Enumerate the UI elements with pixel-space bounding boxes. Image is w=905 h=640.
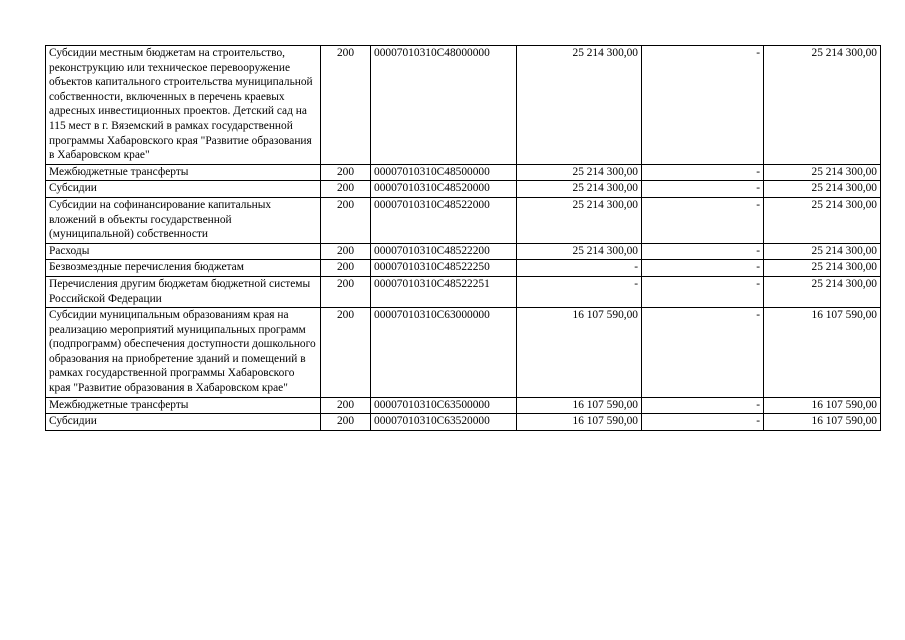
cell-amount-approved: 25 214 300,00 [517, 181, 642, 198]
cell-amount-approved: 16 107 590,00 [517, 397, 642, 414]
table-row [46, 276, 881, 307]
cell-amount-executed: - [642, 397, 764, 414]
cell-expense-name: Субсидии [46, 181, 321, 198]
cell-row-code: 200 [321, 164, 371, 181]
cell-amount-remaining: 16 107 590,00 [764, 397, 881, 414]
cell-classification-code: 00007010310С63520000 [371, 414, 517, 431]
budget-table [45, 45, 881, 431]
cell-amount-remaining: 25 214 300,00 [764, 164, 881, 181]
table-row [46, 181, 881, 198]
cell-amount-executed: - [642, 260, 764, 277]
cell-amount-remaining: 25 214 300,00 [764, 260, 881, 277]
table-row [46, 414, 881, 431]
cell-amount-executed: - [642, 164, 764, 181]
cell-classification-code: 00007010310С63500000 [371, 397, 517, 414]
cell-row-code: 200 [321, 414, 371, 431]
cell-amount-executed: - [642, 181, 764, 198]
cell-classification-code: 00007010310С48520000 [371, 181, 517, 198]
cell-row-code: 200 [321, 46, 371, 165]
cell-classification-code: 00007010310С48000000 [371, 46, 517, 165]
cell-expense-name: Межбюджетные трансферты [46, 164, 321, 181]
cell-amount-executed: - [642, 46, 764, 165]
table-row [46, 397, 881, 414]
cell-row-code: 200 [321, 397, 371, 414]
cell-amount-remaining: 25 214 300,00 [764, 243, 881, 260]
cell-classification-code: 00007010310С48500000 [371, 164, 517, 181]
cell-classification-code: 00007010310С48522250 [371, 260, 517, 277]
cell-expense-name: Субсидии муниципальным образованиям края на реализацию мероприятий муниципальных программ (подпрограмм) обеспечения доступности дошкольного образования на приобретение зданий и помещений в рамках государственной программы Хабаровского края "Развитие образования в Хабаровском крае" [46, 308, 321, 398]
cell-amount-remaining: 16 107 590,00 [764, 414, 881, 431]
cell-amount-remaining: 25 214 300,00 [764, 181, 881, 198]
cell-row-code: 200 [321, 308, 371, 398]
table-row [46, 243, 881, 260]
cell-amount-approved: 25 214 300,00 [517, 164, 642, 181]
cell-expense-name: Субсидии на софинансирование капитальных вложений в объекты государственной (муниципальной) собственности [46, 197, 321, 243]
cell-amount-remaining: 25 214 300,00 [764, 276, 881, 307]
cell-amount-approved: 25 214 300,00 [517, 197, 642, 243]
cell-amount-executed: - [642, 308, 764, 398]
cell-amount-approved: - [517, 276, 642, 307]
document-page [45, 45, 880, 431]
cell-expense-name: Расходы [46, 243, 321, 260]
table-row [46, 164, 881, 181]
cell-amount-executed: - [642, 197, 764, 243]
cell-classification-code: 00007010310С48522200 [371, 243, 517, 260]
cell-classification-code: 00007010310С63000000 [371, 308, 517, 398]
cell-classification-code: 00007010310С48522000 [371, 197, 517, 243]
cell-amount-remaining: 25 214 300,00 [764, 197, 881, 243]
cell-expense-name: Межбюджетные трансферты [46, 397, 321, 414]
cell-amount-remaining: 16 107 590,00 [764, 308, 881, 398]
cell-amount-approved: 16 107 590,00 [517, 308, 642, 398]
cell-row-code: 200 [321, 243, 371, 260]
cell-expense-name: Субсидии местным бюджетам на строительство, реконструкцию или техническое перевооружение объектов капитального строительства муниципальной собственности, включенных в перечень краевых адресных инвестиционных проектов. Детский сад на 115 мест в г. Вяземский в рамках государственной программы Хабаровского края "Развитие образования в Хабаровском крае" [46, 46, 321, 165]
cell-row-code: 200 [321, 260, 371, 277]
cell-amount-executed: - [642, 276, 764, 307]
cell-amount-approved: 16 107 590,00 [517, 414, 642, 431]
cell-amount-remaining: 25 214 300,00 [764, 46, 881, 165]
table-row [46, 46, 881, 165]
budget-table-body [46, 46, 881, 431]
cell-row-code: 200 [321, 276, 371, 307]
cell-amount-executed: - [642, 243, 764, 260]
cell-classification-code: 00007010310С48522251 [371, 276, 517, 307]
cell-expense-name: Перечисления другим бюджетам бюджетной системы Российской Федерации [46, 276, 321, 307]
table-row [46, 308, 881, 398]
cell-row-code: 200 [321, 181, 371, 198]
table-row [46, 197, 881, 243]
table-row [46, 260, 881, 277]
cell-amount-approved: 25 214 300,00 [517, 46, 642, 165]
cell-amount-approved: 25 214 300,00 [517, 243, 642, 260]
cell-amount-approved: - [517, 260, 642, 277]
cell-amount-executed: - [642, 414, 764, 431]
cell-expense-name: Субсидии [46, 414, 321, 431]
cell-expense-name: Безвозмездные перечисления бюджетам [46, 260, 321, 277]
cell-row-code: 200 [321, 197, 371, 243]
